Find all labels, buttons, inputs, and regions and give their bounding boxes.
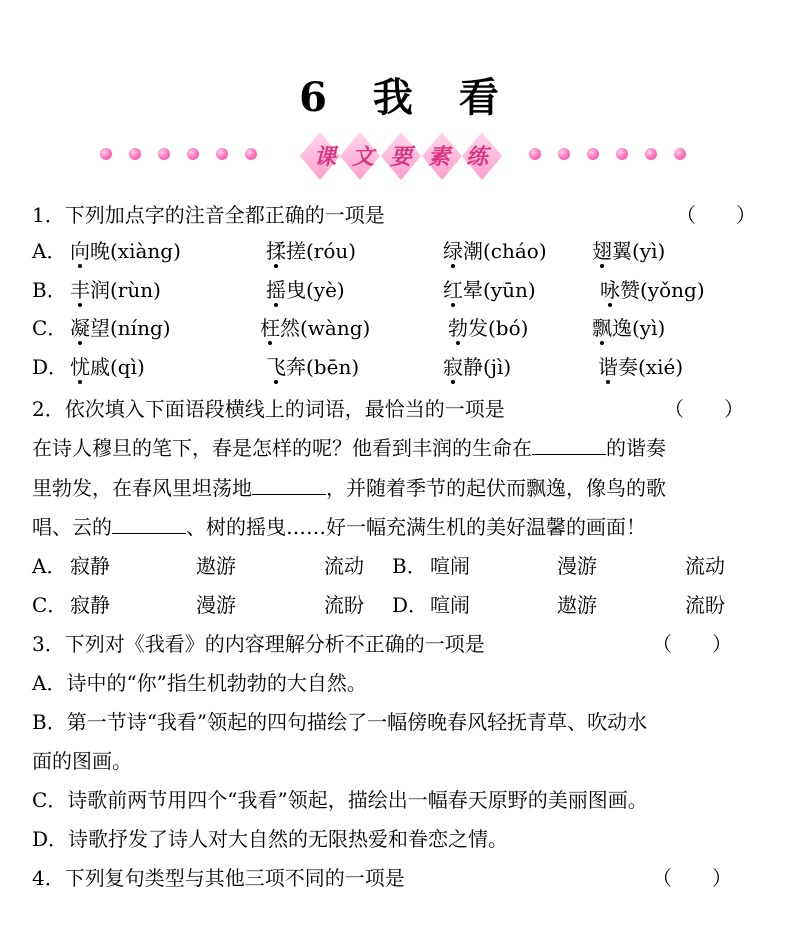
q1-option-b-item4: 咏赞(yǒng) — [600, 278, 705, 302]
pink-dot-icon — [674, 148, 686, 160]
q2-option-a-word1: 寂静 — [70, 554, 110, 578]
q2-option-d-word2: 遨游 — [557, 593, 597, 617]
q1-option-b-label: B． — [32, 278, 67, 302]
banner-char: 素 — [427, 144, 450, 170]
lesson-number: 6 — [299, 74, 329, 121]
q2-passage-line3: 唱、云的 、树的摇曳……好一幅充满生机的美好温馨的画面！ — [32, 515, 646, 539]
q1-option-b-item3: 红晕(yūn) — [443, 278, 536, 302]
pink-dot-icon — [587, 148, 599, 160]
q1-stem: 1．下列加点字的注音全都正确的一项是 — [32, 203, 385, 227]
q4-stem: 4．下列复句类型与其他三项不同的一项是 — [32, 866, 405, 890]
pink-dot-icon — [158, 148, 170, 160]
pink-dot-icon — [529, 148, 541, 160]
pink-dot-icon — [558, 148, 570, 160]
fill-blank-1[interactable] — [532, 438, 606, 455]
q2-option-a-word3: 流动 — [324, 554, 364, 578]
page-title — [0, 66, 800, 123]
pink-dot-icon — [645, 148, 657, 160]
q3-answer-paren: （ ） — [652, 632, 732, 656]
q1-option-a-item4: 翅翼(yì) — [592, 239, 666, 263]
q2-passage-line1: 在诗人穆旦的笔下，春是怎样的呢？他看到丰润的生命在 的谐奏 — [32, 436, 666, 460]
pink-dot-icon — [216, 148, 228, 160]
q2-option-b-word3: 流动 — [685, 554, 725, 578]
q2-option-b-label: B． — [392, 554, 427, 578]
q2-passage-line2: 里勃发，在春风里坦荡地 ，并随着季节的起伏而飘逸，像鸟的歌 — [32, 476, 666, 500]
q2-answer-paren: （ ） — [664, 397, 744, 421]
q1-option-a-label: A． — [32, 239, 67, 263]
q1-option-d-item1: 忧戚(qì) — [70, 355, 145, 379]
banner-label — [298, 140, 504, 171]
q1-option-a-item3: 绿潮(cháo) — [443, 239, 547, 263]
title-char-1: 我 — [372, 74, 415, 121]
q2-option-c-word2: 漫游 — [196, 593, 236, 617]
banner-char: 要 — [389, 144, 412, 170]
q2-option-a-label: A． — [32, 554, 67, 578]
q2-option-d-word3: 流盼 — [685, 593, 725, 617]
q1-option-c-item2: 枉然(wàng) — [260, 316, 371, 340]
q3-option-d: D．诗歌抒发了诗人对大自然的无限热爱和眷恋之情。 — [32, 827, 509, 851]
title-char-2: 看 — [458, 74, 501, 121]
q2-stem: 2．依次填入下面语段横线上的词语，最恰当的一项是 — [32, 397, 505, 421]
q3-option-a: A．诗中的“你”指生机勃勃的大自然。 — [32, 671, 367, 695]
section-banner — [0, 128, 800, 184]
fill-blank-2[interactable] — [252, 478, 326, 495]
fill-blank-3[interactable] — [112, 517, 186, 534]
banner-dots-right — [529, 148, 686, 160]
q1-option-c-item1: 凝望(níng) — [70, 316, 171, 340]
q1-option-c-item3: 勃发(bó) — [448, 316, 529, 340]
q1-option-a-item1: 向晚(xiàng) — [70, 239, 181, 263]
q1-option-d-label: D． — [32, 355, 69, 379]
q1-option-c-label: C． — [32, 316, 68, 340]
pink-dot-icon — [129, 148, 141, 160]
q2-option-c-word1: 寂静 — [70, 593, 110, 617]
q1-option-a-item2: 揉搓(róu) — [266, 239, 357, 263]
q1-option-b-item2: 摇曳(yè) — [266, 278, 345, 302]
q2-option-d-word1: 喧闹 — [430, 593, 470, 617]
q1-option-d-item3: 寂静(jì) — [443, 355, 512, 379]
q3-option-b-line2: 面的图画。 — [32, 749, 132, 773]
q2-option-b-word2: 漫游 — [557, 554, 597, 578]
pink-dot-icon — [245, 148, 257, 160]
banner-char: 课 — [313, 144, 336, 170]
q1-option-b-item1: 丰润(rùn) — [70, 278, 161, 302]
q3-option-c: C．诗歌前两节用四个“我看”领起，描绘出一幅春天原野的美丽图画。 — [32, 788, 648, 812]
q4-answer-paren: （ ） — [652, 866, 732, 890]
q2-option-b-word1: 喧闹 — [430, 554, 470, 578]
q2-option-c-word3: 流盼 — [324, 593, 364, 617]
q1-option-d-item4: 谐奏(xié) — [598, 355, 684, 379]
banner-char: 练 — [465, 144, 488, 170]
pink-dot-icon — [616, 148, 628, 160]
banner-dots-left — [100, 148, 257, 160]
q2-option-c-label: C． — [32, 593, 68, 617]
pink-dot-icon — [187, 148, 199, 160]
q3-option-b-line1: B．第一节诗“我看”领起的四句描绘了一幅傍晚春风轻抚青草、吹动水 — [32, 710, 648, 734]
q1-answer-paren: （ ） — [676, 203, 756, 227]
q3-stem: 3．下列对《我看》的内容理解分析不正确的一项是 — [32, 632, 485, 656]
q2-option-a-word2: 遨游 — [196, 554, 236, 578]
pink-dot-icon — [100, 148, 112, 160]
q1-option-c-item4: 飘逸(yì) — [592, 316, 666, 340]
q1-option-d-item2: 飞奔(bēn) — [266, 355, 360, 379]
q2-option-d-label: D． — [392, 593, 429, 617]
banner-char: 文 — [351, 144, 374, 170]
